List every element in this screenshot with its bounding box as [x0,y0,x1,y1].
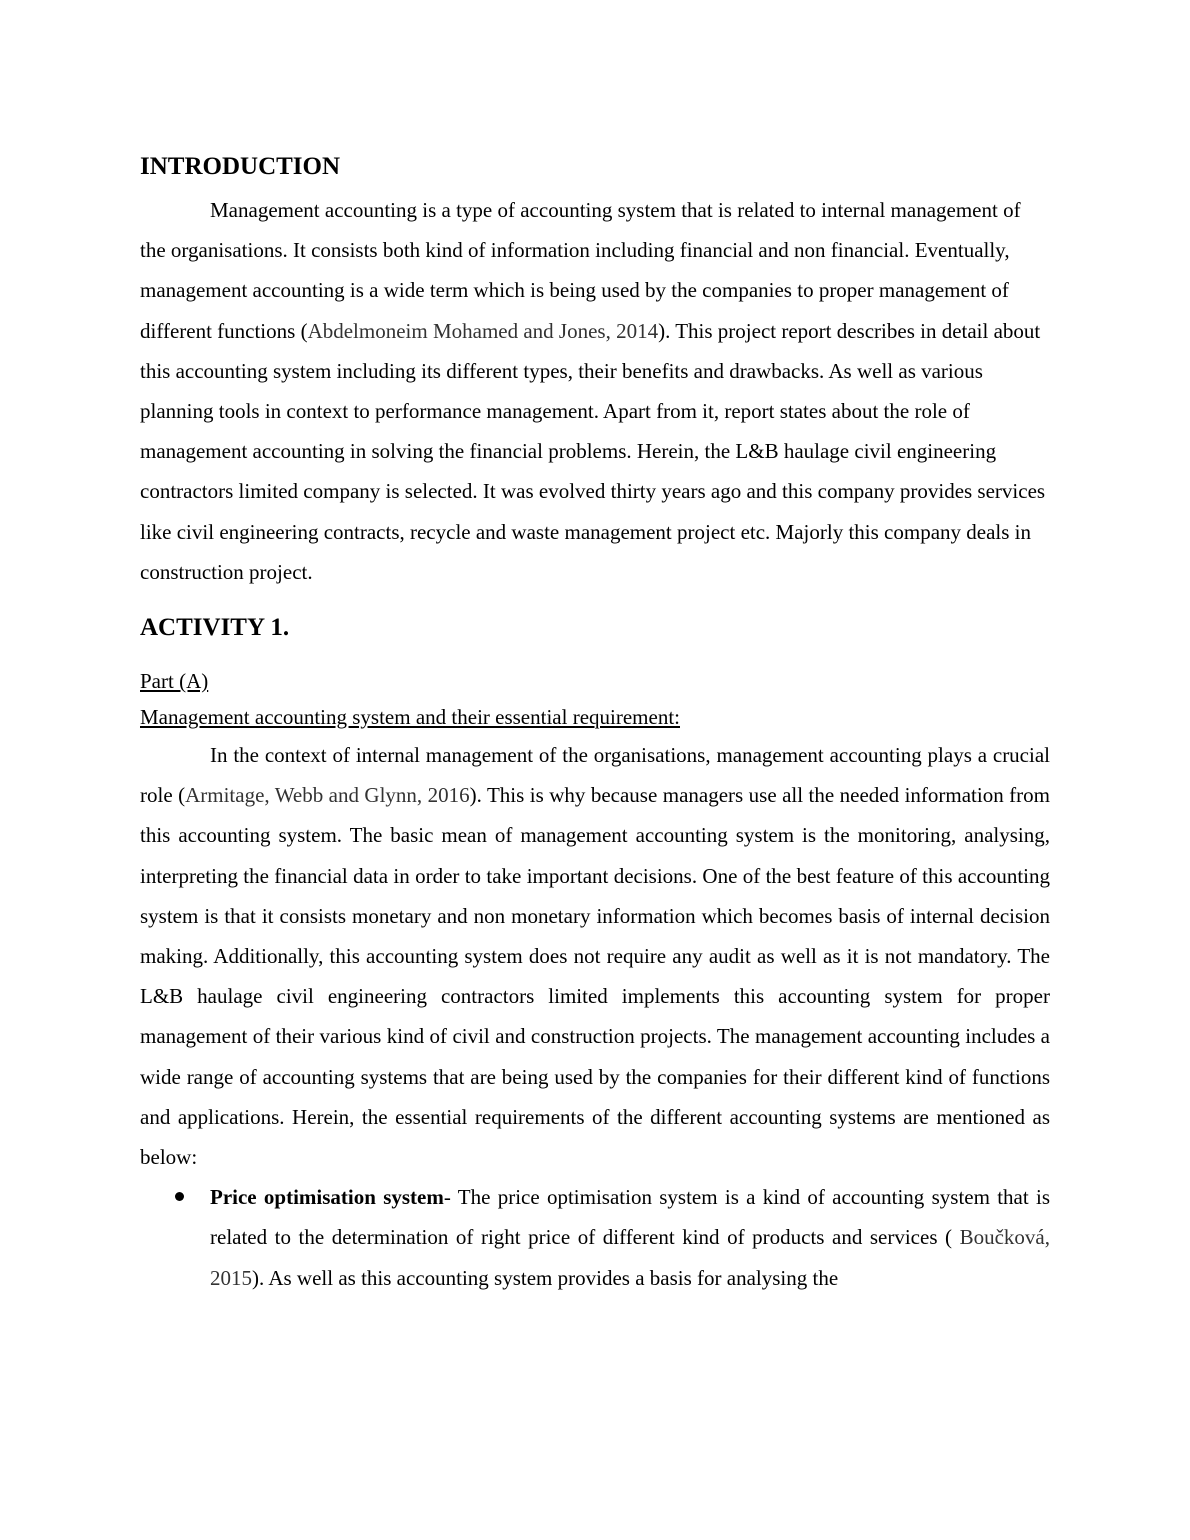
list-item-citation: Boučková, 2015 [210,1225,1050,1290]
activity-text-part-1: In the context of internal management of the organisations, management accounting plays a crucial role ( [140,743,1050,808]
requirements-list [140,1177,1050,1298]
bullet-icon [175,1192,184,1201]
activity-text-part-2: ). This is why because managers use all the needed information from this accounting system. The basic mean of management accounting system is the monitoring, analysing, interpreting the financial data in order to take important decisions. One of the best feature of this accounting system is that it consists monetary and non monetary information which becomes basis of internal decision making. Additionally, this accounting system does not require any audit as well as it is not mandatory. The L&B haulage civil engineering contractors limited implements this accounting system for proper management of their various kind of civil and construction projects. The management accounting includes a wide range of accounting systems that are being used by the companies for their different kind of functions and applications. Herein, the essential requirements of the different accounting systems are mentioned as below: [140,783,1050,1170]
activity-1-paragraph [140,735,1050,1177]
intro-text-part-1: Management accounting is a type of accounting system that is related to internal management of the organisations. It consists both kind of information including financial and non financial. Eventually, management accounting is a wide term which is being used by the companies to proper management of different functions ( [140,198,1021,343]
part-a-label: Part (A) [140,669,209,694]
list-item [140,1177,1050,1298]
introduction-heading: INTRODUCTION [140,153,341,180]
subheading-management-accounting-system: Management accounting system and their essential requirement: [140,705,680,730]
intro-text-part-2: ). This project report describes in detail about this accounting system including its different types, their benefits and drawbacks. As well as various planning tools in context to performance management. Apart from it, report states about the role of management accounting in solving the financial problems. Herein, the L&B haulage civil engineering contractors limited company is selected. It was evolved thirty years ago and this company provides services like civil engineering contracts, recycle and waste management project etc. Majorly this company deals in construction project. [140,318,1046,584]
introduction-paragraph [140,190,1050,592]
activity-1-heading: ACTIVITY 1. [140,614,290,642]
document-page [140,148,1050,1298]
intro-citation: Abdelmoneim Mohamed and Jones, 2014 [307,318,659,343]
list-item-term: Price optimisation system [210,1185,444,1210]
activity-citation: Armitage, Webb and Glynn, 2016 [185,783,470,808]
list-item-text-part-1: - The price optimisation system is a kind of accounting system that is related to the determination of right price of different kind of products and services ( [210,1185,1051,1250]
list-item-text-part-2: ). As well as this accounting system provides a basis for analysing the [252,1265,839,1290]
